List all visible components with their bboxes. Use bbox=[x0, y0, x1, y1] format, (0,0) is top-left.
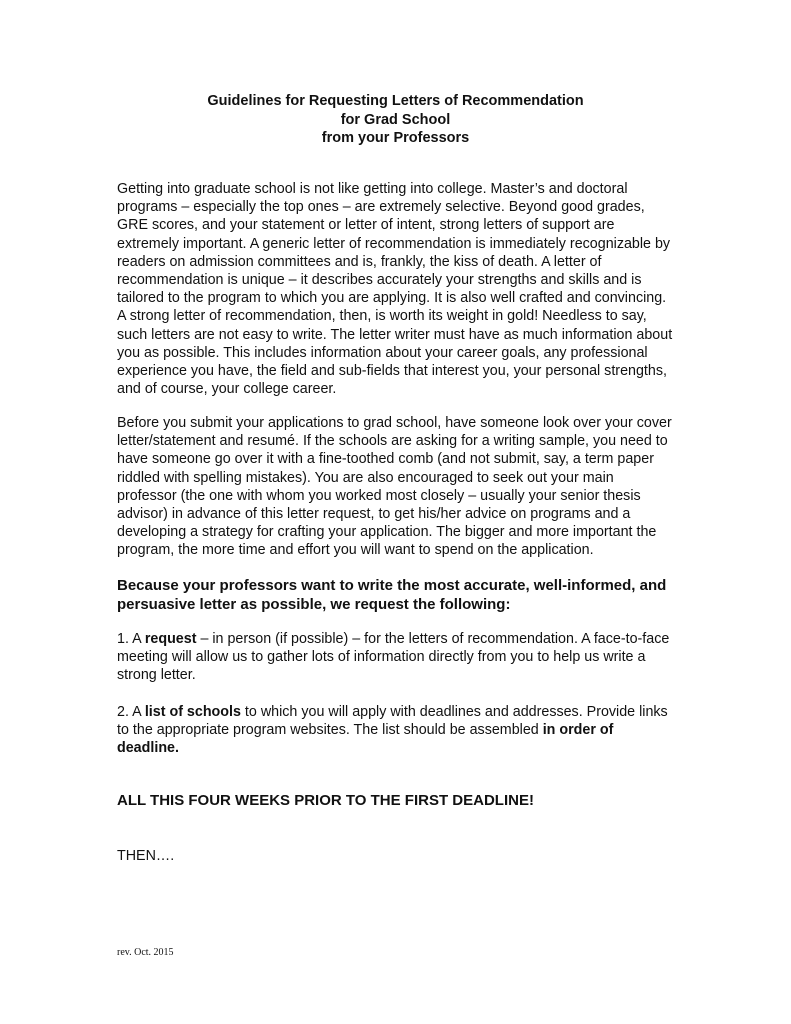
item-2-bold: list of schools bbox=[144, 704, 241, 720]
item-1-text: – in person (if possible) – for the letters of recommendation. A face-to-face meeting will allow us to gather lots of information directly from you to help us write a strong letter. bbox=[117, 631, 670, 684]
revision-footer: rev. Oct. 2015 bbox=[117, 947, 174, 958]
title-line-1: Guidelines for Requesting Letters of Recommendation bbox=[207, 93, 584, 109]
item-1-prefix: 1. A bbox=[117, 631, 145, 647]
item-2-prefix: 2. A bbox=[117, 704, 145, 720]
intro-paragraph: Getting into graduate school is not like getting into college. Master’s and doctoral programs – especially the top ones – are extremely selective. Beyond good grades, GRE scores, and your statement or letter of intent, strong letters of support are extremely important. A generic letter of recommendation is immediately recognizable by readers on admission committees and is, frankly, the kiss of death. A letter of recommendation is unique – it describes accurately your strengths and skills and is tailored to the program to which you are applying. It is also well crafted and convincing. A strong letter of recommendation, then, is worth its weight in gold! Needless to say, such letters are not easy to write. The letter writer must have as much information about you as possible. This includes information about your career goals, any professional experience you have, the field and sub-fields that interest you, your personal strengths, and of course, your college career. bbox=[117, 181, 673, 398]
preparation-paragraph: Before you submit your applications to grad school, have someone look over your cover letter/statement and resumé. If the schools are asking for a writing sample, you need to have someone go over it with a fine-toothed comb (and not submit, say, a term paper riddled with spelling mistakes). You are also encouraged to seek out your main professor (the one with whom you worked most closely – usually your senior thesis advisor) in advance of this letter request, to get his/her advice on programs and a developing a strategy for crafting your application. The bigger and more important the program, the more time and effort you will want to spend on the application. bbox=[117, 415, 672, 559]
item-2-text: to which you will apply with deadlines and addresses. Provide links to the appropriate program websites. The list should be assembled bbox=[117, 704, 668, 739]
document-title bbox=[0, 92, 791, 148]
item-2-bold-end: in order of deadline. bbox=[117, 722, 614, 757]
request-heading: Because your professors want to write the most accurate, well-informed, and persuasive letter as possible, we request the following: bbox=[117, 577, 667, 613]
title-line-3: from your Professors bbox=[321, 130, 470, 146]
request-item-1 bbox=[117, 630, 677, 685]
then-text: THEN…. bbox=[117, 848, 175, 864]
deadline-notice: ALL THIS FOUR WEEKS PRIOR TO THE FIRST DEADLINE! bbox=[117, 792, 534, 809]
request-item-2 bbox=[117, 703, 677, 758]
item-1-bold: request bbox=[144, 631, 197, 647]
title-line-2: for Grad School bbox=[340, 111, 451, 128]
